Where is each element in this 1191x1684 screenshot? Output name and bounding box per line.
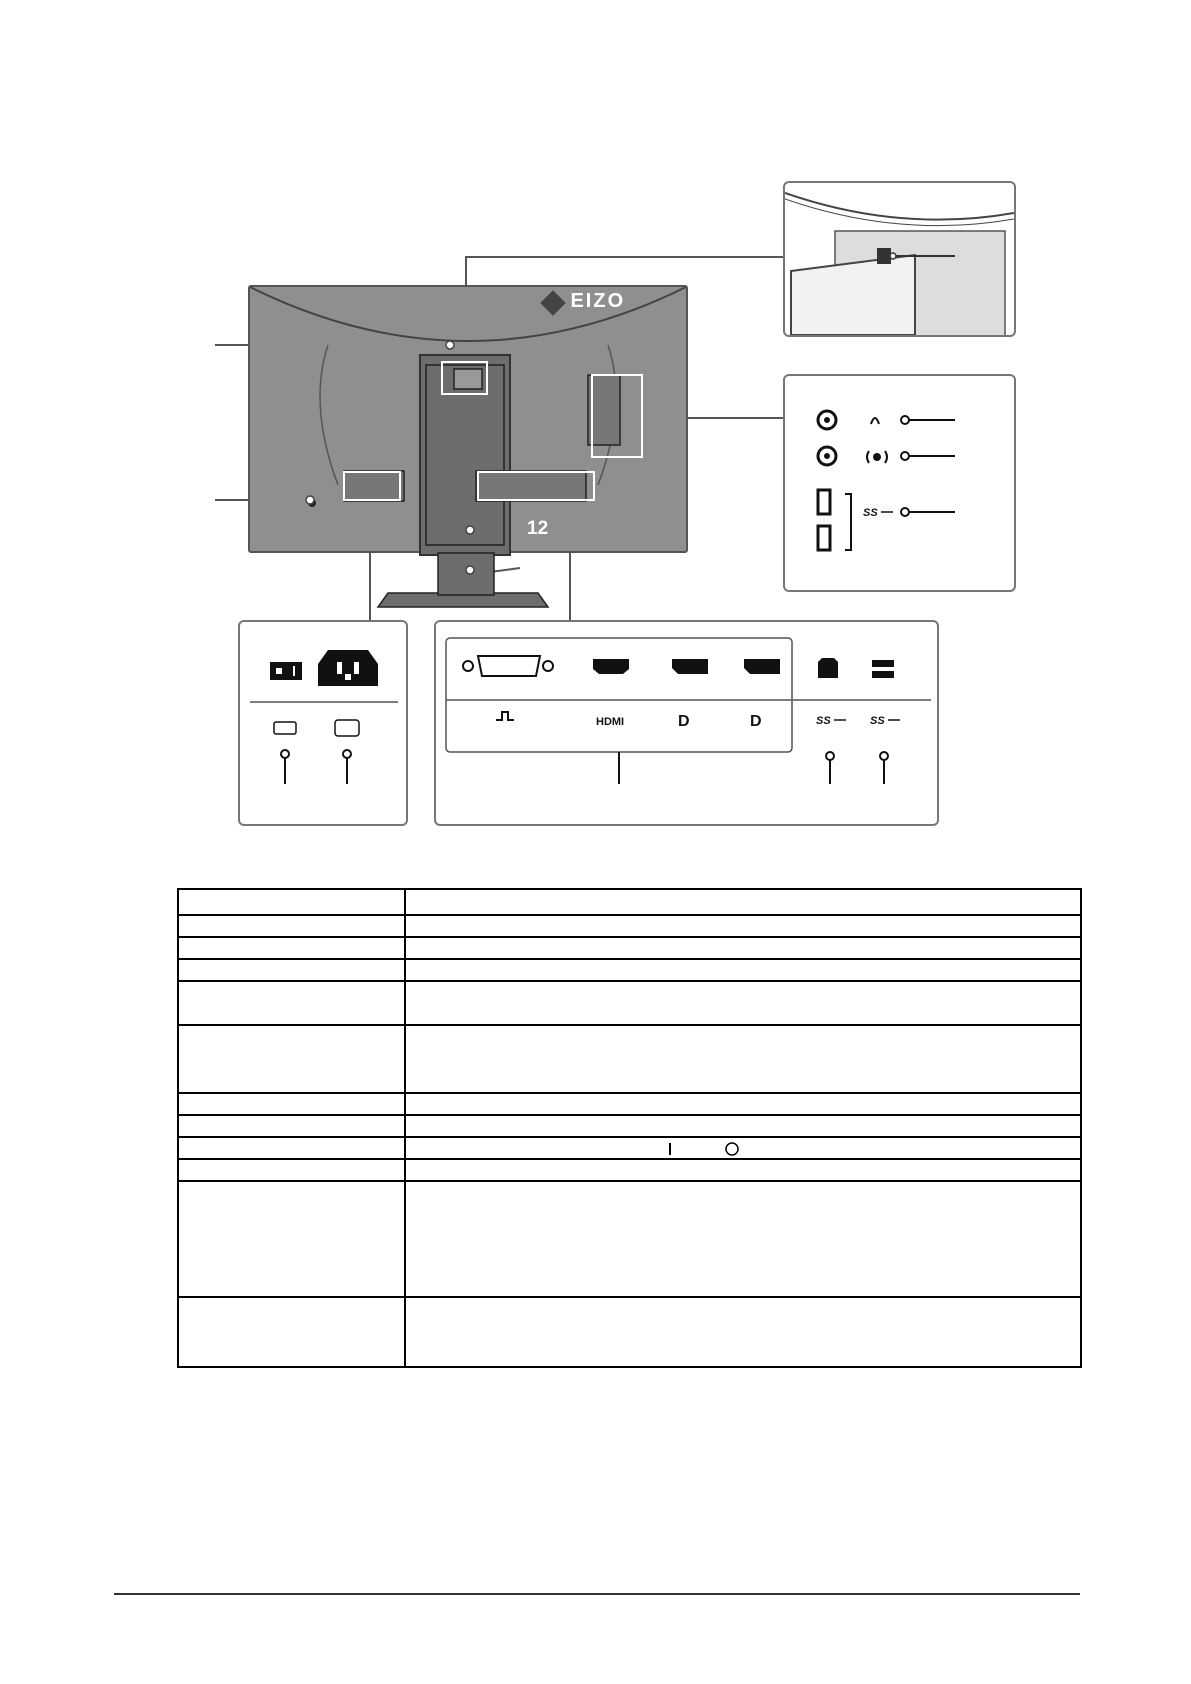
headphone-icon [871,418,879,424]
table-row [178,915,1081,937]
dvi-port-icon [463,656,553,676]
zoom-inset-power [238,620,408,826]
side-ports-drawing [785,376,1014,590]
hdmi-port-icon [593,659,629,674]
footer-divider [114,1593,1080,1595]
svg-text:D: D [678,713,690,730]
ac-inlet-icon [318,650,378,686]
table-row [178,1093,1081,1115]
table-cell-description [405,915,1081,937]
table-row [178,937,1081,959]
power-panel-drawing [240,622,406,824]
table-cell-description [405,1093,1081,1115]
table-row [178,1297,1081,1367]
table-row [178,1115,1081,1137]
table-cell-name [178,959,405,981]
displayport-port-icon-2 [744,659,780,674]
svg-text:SS: SS [816,715,831,727]
table-cell-description [405,1025,1081,1093]
table-cell-name [178,981,405,1025]
hook-detail-drawing [785,183,1014,335]
table-cell-description [405,1181,1081,1297]
table-cell-description [405,1115,1081,1137]
table-cell-description [405,889,1081,915]
table-row [178,1181,1081,1297]
svg-text:HDMI: HDMI [596,716,625,728]
table-row [178,1159,1081,1181]
table-cell-name [178,937,405,959]
svg-text:SS: SS [870,715,885,727]
table-row [178,889,1081,915]
brand-logo: EIZO [570,290,626,313]
power-switch-icon [270,662,302,680]
table-row [178,1137,1081,1159]
svg-text:SS: SS [863,507,878,519]
table-cell-name [178,1115,405,1137]
table-cell-name [178,1137,405,1159]
table-cell-name [178,889,405,915]
usb-b-port-icon [818,658,838,678]
table-cell-description [405,981,1081,1025]
table-cell-name [178,1093,405,1115]
zoom-inset-hook [783,181,1016,337]
zoom-inset-side-ports [783,374,1016,592]
svg-text:D: D [750,713,762,730]
usb-a-port-icon-1 [872,660,894,667]
table-cell-description [405,1159,1081,1181]
usb-a-port-icon-2 [872,671,894,678]
table-cell-name [178,1297,405,1367]
power-switch-symbols-icon [666,1140,746,1158]
table-cell-name [178,915,405,937]
zoom-inset-signal-ports [434,620,939,826]
signal-ports-drawing [436,622,937,824]
table-cell-description [405,937,1081,959]
parts-table [177,888,1082,1368]
displayport-port-icon-1 [672,659,708,674]
table-cell-name [178,1025,405,1093]
table-row [178,981,1081,1025]
table-cell-description [405,1137,1081,1159]
table-cell-description [405,959,1081,981]
table-cell-name [178,1181,405,1297]
table-row [178,959,1081,981]
table-row [178,1025,1081,1093]
table-cell-description [405,1297,1081,1367]
stand-number-badge: 12 [527,518,549,539]
table-cell-name [178,1159,405,1181]
